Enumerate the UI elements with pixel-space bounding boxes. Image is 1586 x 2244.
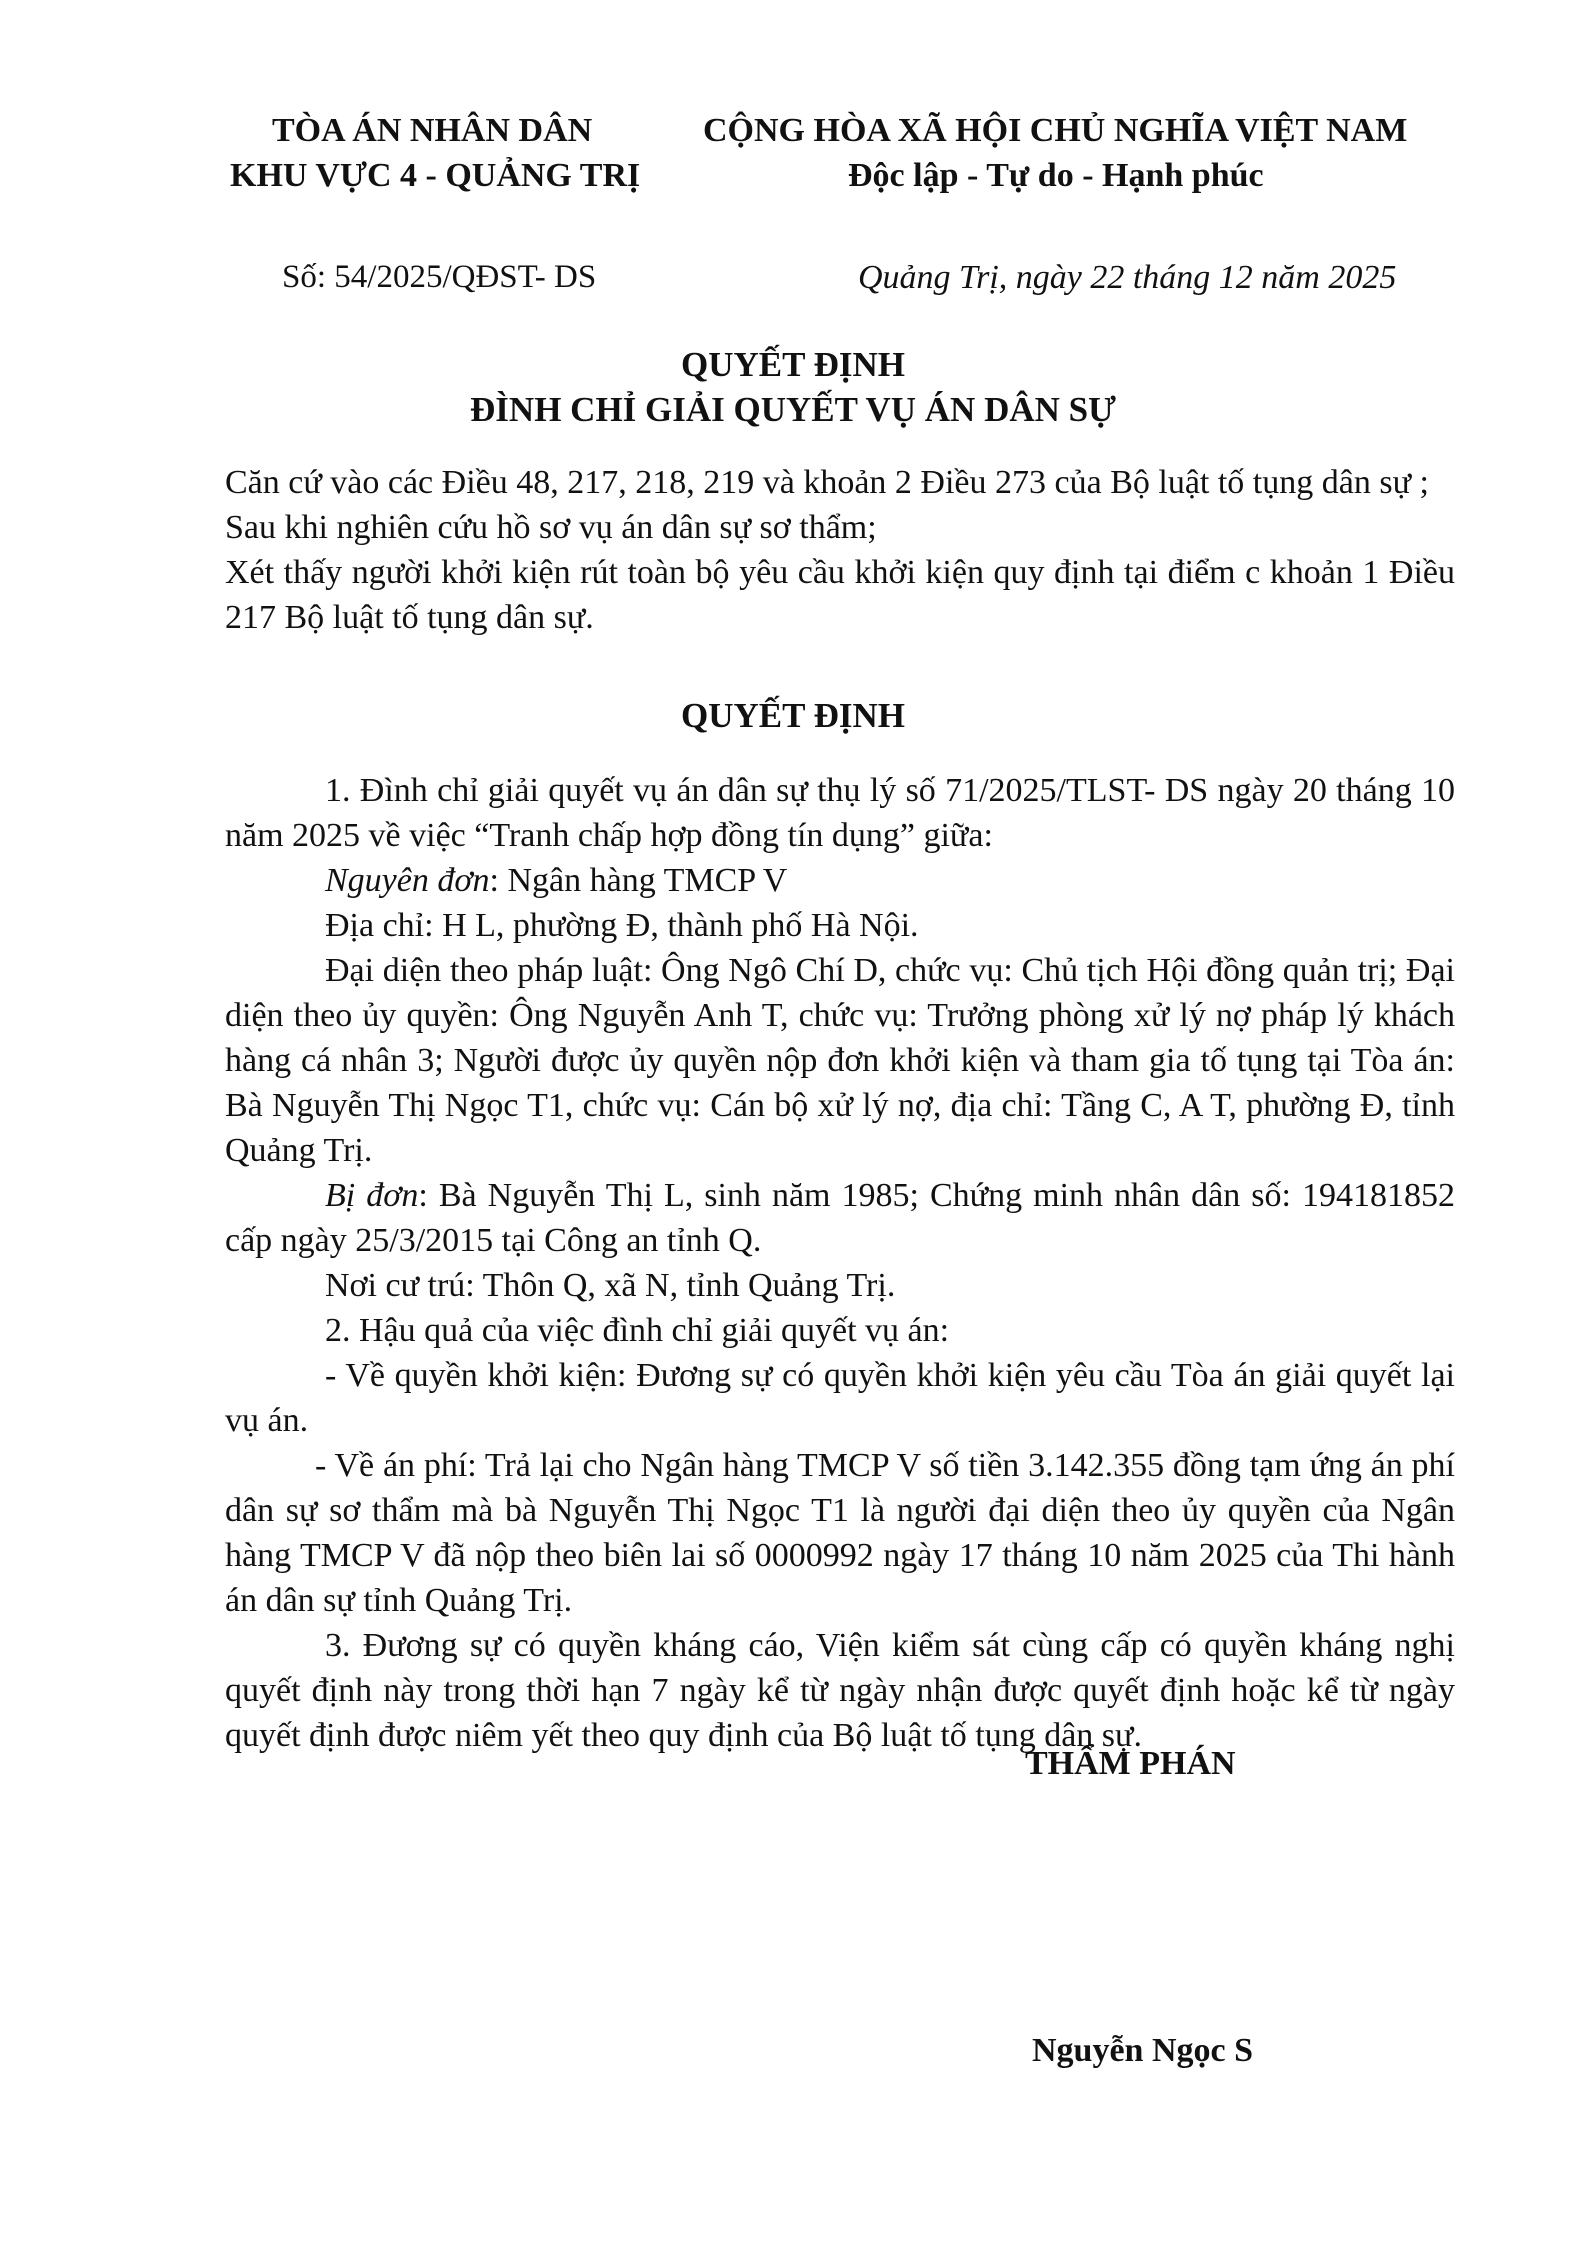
decision-item-1: 1. Đình chỉ giải quyết vụ án dân sự thụ lý số 71/2025/TLST- DS ngày 20 tháng 10 năm 2025 về việc “Tranh chấp hợp đồng tín dụng” giữa:: [225, 772, 1455, 854]
defendant-label: Bị đơn: [325, 1177, 419, 1214]
national-title: CỘNG HÒA XÃ HỘI CHỦ NGHĨA VIỆT NAM: [703, 112, 1408, 149]
place-date: Quảng Trị, ngày 22 tháng 12 năm 2025: [858, 259, 1397, 296]
plaintiff-representatives: Đại diện theo pháp luật: Ông Ngô Chí D, chức vụ: Chủ tịch Hội đồng quản trị; Đại diện theo ủy quyền: Ông Nguyễn Anh T, chức vụ: Trưởng phòng xử lý nợ pháp lý khách hàng cá nhân 3; Người được ủy quyền nộp đơn khởi kiện và tham gia tố tụng tại Tòa án: Bà Nguyễn Thị Ngọc T1, chức vụ: Cán bộ xử lý nợ, địa chỉ: Tầng C, A T, phường Đ, tỉnh Quảng Trị.: [225, 952, 1455, 1169]
document-subtitle: ĐÌNH CHỈ GIẢI QUYẾT VỤ ÁN DÂN SỰ: [470, 390, 1116, 429]
plaintiff-label: Nguyên đơn: [325, 862, 490, 899]
signature-name: Nguyễn Ngọc S: [1032, 2032, 1254, 2069]
decision-item-3: 3. Đương sự có quyền kháng cáo, Viện kiểm sát cùng cấp có quyền kháng nghị quyết định này trong thời hạn 7 ngày kể từ ngày nhận được quyết định hoặc kể từ ngày quyết định được niêm yết theo quy định của Bộ luật tố tụng dân sự.: [225, 1627, 1455, 1754]
defendant-residence: Nơi cư trú: Thôn Q, xã N, tỉnh Quảng Trị.: [325, 1267, 896, 1304]
defendant-value: : Bà Nguyễn Thị L, sinh năm 1985; Chứng minh nhân dân số: 194181852 cấp ngày 25/3/2015 tại Công an tỉnh Q.: [225, 1177, 1455, 1259]
plaintiff-address: Địa chỉ: H L, phường Đ, thành phố Hà Nội.: [325, 907, 919, 944]
preamble: [225, 460, 1455, 640]
signature-role: THẨM PHÁN: [1025, 1745, 1236, 1782]
decision-body: [225, 768, 1455, 1758]
preamble-finding: Xét thấy người khởi kiện rút toàn bộ yêu cầu khởi kiện quy định tại điểm c khoản 1 Điều 217 Bộ luật tố tụng dân sự.: [225, 554, 1455, 636]
decision-item-2: 2. Hậu quả của việc đình chỉ giải quyết vụ án:: [325, 1312, 950, 1349]
decision-item-2b: - Về án phí: Trả lại cho Ngân hàng TMCP V số tiền 3.142.355 đồng tạm ứng án phí dân sự sơ thẩm mà bà Nguyễn Thị Ngọc T1 là người đại diện theo ủy quyền của Ngân hàng TMCP V đã nộp theo biên lai số 0000992 ngày 17 tháng 10 năm 2025 của Thi hành án dân sự tỉnh Quảng Trị.: [225, 1447, 1455, 1619]
decision-item-2a: - Về quyền khởi kiện: Đương sự có quyền khởi kiện yêu cầu Tòa án giải quyết lại vụ án.: [225, 1357, 1455, 1439]
document-title: QUYẾT ĐỊNH: [681, 345, 905, 384]
decision-heading: QUYẾT ĐỊNH: [681, 696, 905, 735]
preamble-review: Sau khi nghiên cứu hồ sơ vụ án dân sự sơ thẩm;: [225, 509, 877, 546]
court-name: TÒA ÁN NHÂN DÂN: [272, 112, 593, 149]
plaintiff-value: : Ngân hàng TMCP V: [489, 862, 788, 899]
plaintiff-line: [225, 858, 1455, 903]
preamble-legal-basis: Căn cứ vào các Điều 48, 217, 218, 219 và khoản 2 Điều 273 của Bộ luật tố tụng dân sự ;: [225, 464, 1429, 501]
court-region: KHU VỰC 4 - QUẢNG TRỊ: [230, 157, 641, 194]
defendant-line: [225, 1173, 1455, 1263]
national-motto: Độc lập - Tự do - Hạnh phúc: [848, 157, 1264, 194]
document-number: Số: 54/2025/QĐST- DS: [282, 259, 597, 295]
